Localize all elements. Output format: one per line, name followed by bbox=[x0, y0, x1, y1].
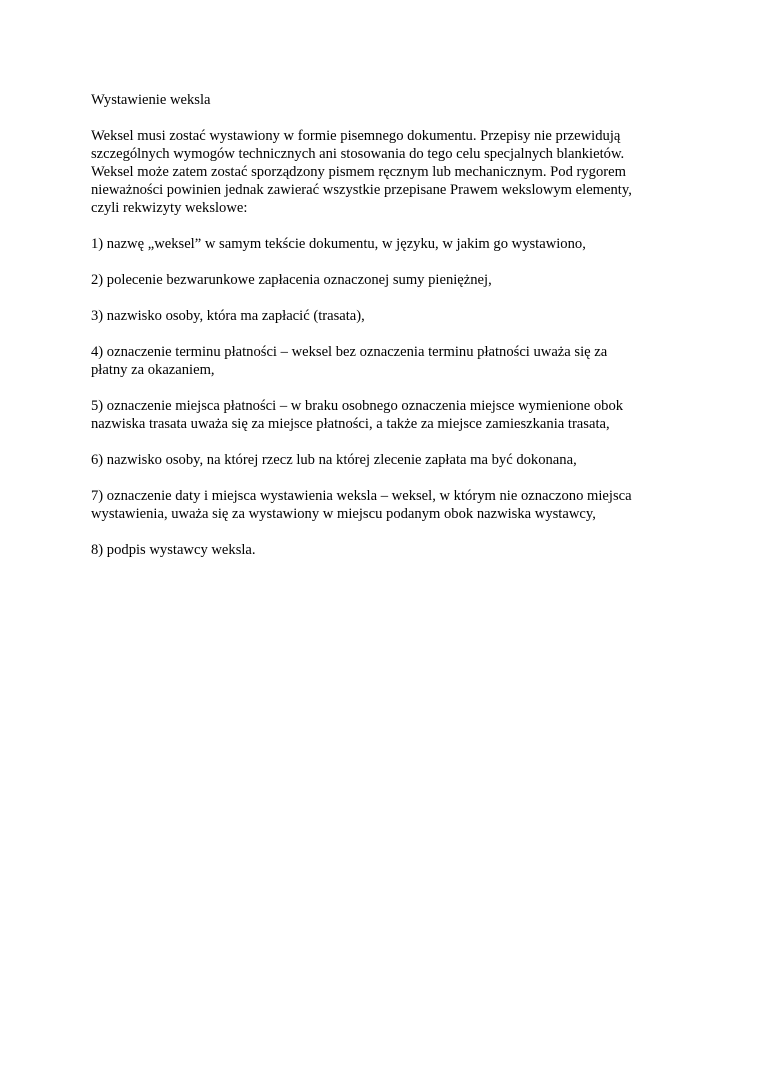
item-line: 4) oznaczenie terminu płatności – weksel bez oznaczenia terminu płatności uważa się za bbox=[91, 344, 608, 360]
requirement-item-3 bbox=[91, 307, 681, 325]
intro-paragraph bbox=[91, 127, 681, 217]
item-line: nazwiska trasata uważa się za miejsce płatności, a także za miejsce zamieszkania trasata, bbox=[91, 416, 610, 432]
item-line: 8) podpis wystawcy weksla. bbox=[91, 542, 256, 558]
item-line: 6) nazwisko osoby, na której rzecz lub na której zlecenie zapłata ma być dokonana, bbox=[91, 452, 577, 468]
document-body bbox=[91, 91, 681, 577]
item-line: płatny za okazaniem, bbox=[91, 362, 215, 378]
requirement-item-5 bbox=[91, 397, 681, 433]
requirement-item-4 bbox=[91, 343, 681, 379]
intro-line: Weksel musi zostać wystawiony w formie pisemnego dokumentu. Przepisy nie przewidują bbox=[91, 128, 621, 144]
item-line: 5) oznaczenie miejsca płatności – w braku osobnego oznaczenia miejsce wymienione obok bbox=[91, 398, 624, 414]
item-line: wystawienia, uważa się za wystawiony w miejscu podanym obok nazwiska wystawcy, bbox=[91, 506, 596, 522]
requirement-item-6 bbox=[91, 451, 681, 469]
item-line: 2) polecenie bezwarunkowe zapłacenia oznaczonej sumy pieniężnej, bbox=[91, 272, 492, 288]
item-line: 1) nazwę „weksel” w samym tekście dokumentu, w języku, w jakim go wystawiono, bbox=[91, 236, 586, 252]
item-line: 3) nazwisko osoby, która ma zapłacić (trasata), bbox=[91, 308, 365, 324]
intro-line: Weksel może zatem zostać sporządzony pismem ręcznym lub mechanicznym. Pod rygorem bbox=[91, 164, 626, 180]
title-line: Wystawienie weksla bbox=[91, 92, 211, 108]
requirement-item-8 bbox=[91, 541, 681, 559]
requirement-item-2 bbox=[91, 271, 681, 289]
requirement-item-7 bbox=[91, 487, 681, 523]
document-title bbox=[91, 91, 681, 109]
intro-line: nieważności powinien jednak zawierać wszystkie przepisane Prawem wekslowym elementy, bbox=[91, 182, 632, 198]
intro-line: czyli rekwizyty wekslowe: bbox=[91, 200, 248, 216]
item-line: 7) oznaczenie daty i miejsca wystawienia weksla – weksel, w którym nie oznaczono miejsca bbox=[91, 488, 632, 504]
intro-line: szczególnych wymogów technicznych ani stosowania do tego celu specjalnych blankietów. bbox=[91, 146, 625, 162]
requirement-item-1 bbox=[91, 235, 681, 253]
